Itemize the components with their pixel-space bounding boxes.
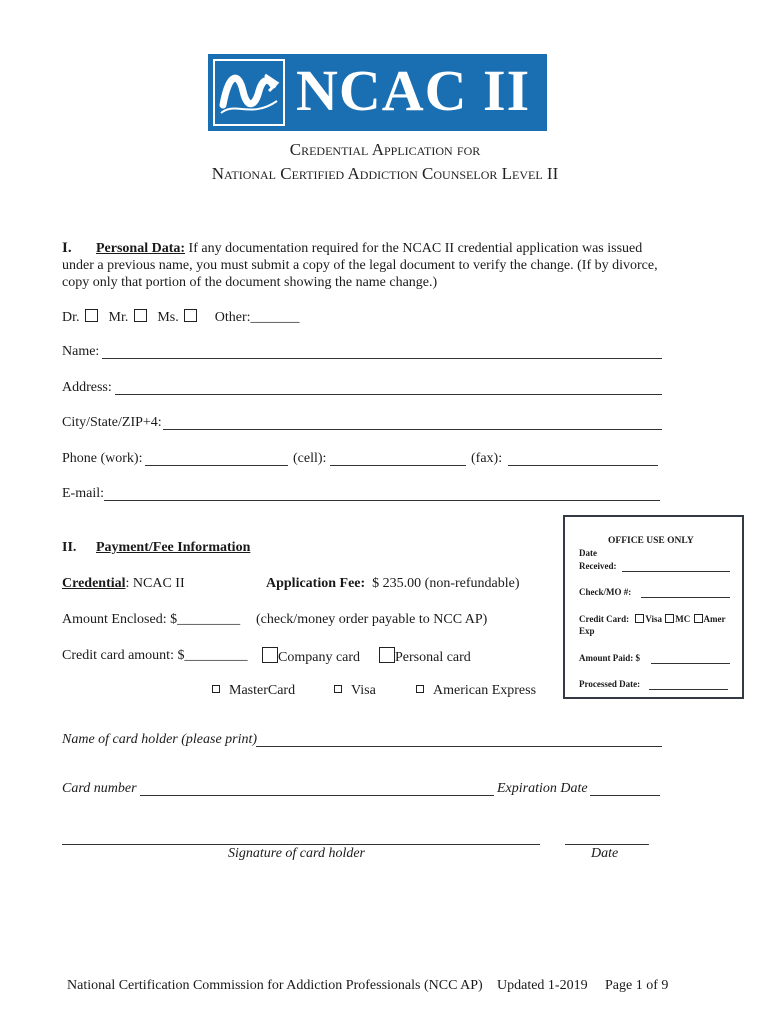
office-heading: OFFICE USE ONLY bbox=[608, 536, 694, 546]
office-use-box bbox=[563, 515, 744, 699]
expiration-label: Expiration Date bbox=[497, 781, 588, 796]
office-processed-label: Processed Date: bbox=[579, 679, 641, 689]
visa-option[interactable] bbox=[332, 683, 376, 699]
card-number-label: Card number bbox=[62, 781, 137, 796]
address-field[interactable] bbox=[115, 394, 662, 395]
card-number-field[interactable] bbox=[140, 795, 494, 796]
phone-work-field[interactable] bbox=[145, 465, 288, 466]
office-exp-label: Exp bbox=[579, 626, 595, 636]
section1-heading: Personal Data: bbox=[96, 241, 186, 256]
amount-enclosed-field[interactable]: Amount Enclosed: $_________ bbox=[62, 612, 241, 627]
ncac-logo bbox=[208, 54, 547, 131]
fee-label: Application Fee: bbox=[266, 576, 366, 591]
logo-text: NCAC II bbox=[296, 58, 531, 123]
cell-field[interactable] bbox=[330, 465, 466, 466]
city-label: City/State/ZIP+4: bbox=[62, 415, 162, 430]
footer-org: National Certification Commission for Addiction Professionals (NCC AP) bbox=[67, 978, 483, 993]
ms-checkbox[interactable] bbox=[184, 309, 197, 322]
logo-emblem bbox=[213, 59, 285, 126]
amex-option[interactable] bbox=[414, 683, 536, 699]
mastercard-label: MasterCard bbox=[229, 683, 296, 698]
credential-row bbox=[62, 576, 185, 592]
dr-label: Dr. bbox=[62, 310, 80, 325]
office-mc-label: MC bbox=[675, 614, 691, 624]
office-processed-field[interactable] bbox=[649, 689, 728, 690]
section1-paragraph bbox=[62, 240, 662, 291]
name-field[interactable] bbox=[102, 358, 662, 359]
check-note: (check/money order payable to NCC AP) bbox=[256, 612, 488, 627]
mr-checkbox[interactable] bbox=[134, 309, 147, 322]
dr-checkbox[interactable] bbox=[85, 309, 98, 322]
section1-numeral: I. bbox=[62, 240, 72, 256]
mr-label: Mr. bbox=[108, 310, 129, 325]
personal-card-option[interactable] bbox=[379, 647, 471, 666]
company-card-checkbox[interactable] bbox=[262, 647, 278, 663]
office-credit-label: Credit Card: bbox=[579, 614, 630, 624]
card-holder-label: Name of card holder (please print) bbox=[62, 732, 258, 747]
title-options bbox=[62, 309, 300, 326]
office-amount-label: Amount Paid: $ bbox=[579, 653, 641, 663]
fee-value: $ 235.00 (non-refundable) bbox=[372, 576, 520, 591]
office-credit-row bbox=[579, 614, 726, 624]
title-line-1: Credential Application for bbox=[289, 140, 481, 159]
personal-card-label: Personal card bbox=[395, 650, 471, 665]
office-visa-checkbox[interactable] bbox=[635, 614, 644, 623]
office-amount-field[interactable] bbox=[651, 663, 730, 664]
card-holder-field[interactable] bbox=[256, 746, 662, 747]
ncac-wave-icon bbox=[215, 61, 283, 124]
office-received-field[interactable] bbox=[622, 571, 730, 572]
other-field[interactable]: Other:_______ bbox=[214, 310, 300, 325]
personal-card-checkbox[interactable] bbox=[379, 647, 395, 663]
credit-amount-field[interactable]: Credit card amount: $_________ bbox=[62, 648, 248, 663]
email-field[interactable] bbox=[104, 500, 660, 501]
signature-date-label: Date bbox=[591, 846, 619, 861]
address-label: Address: bbox=[62, 380, 112, 395]
section2-numeral: II. bbox=[62, 540, 77, 555]
office-visa-label: Visa bbox=[645, 614, 662, 624]
fee-row bbox=[266, 576, 520, 592]
city-field[interactable] bbox=[163, 429, 662, 430]
office-received-label: Received: bbox=[579, 561, 617, 571]
signature-label: Signature of card holder bbox=[228, 846, 366, 861]
company-card-label: Company card bbox=[278, 650, 361, 665]
footer-updated: Updated 1-2019 bbox=[497, 978, 588, 993]
name-label: Name: bbox=[62, 344, 100, 359]
office-mc-checkbox[interactable] bbox=[665, 614, 674, 623]
ms-label: Ms. bbox=[157, 310, 179, 325]
phone-work-label: Phone (work): bbox=[62, 451, 143, 466]
company-card-option[interactable] bbox=[262, 647, 360, 666]
office-date-label: Date bbox=[579, 548, 597, 558]
signature-date-field[interactable] bbox=[565, 844, 649, 845]
mastercard-checkbox[interactable] bbox=[212, 685, 220, 693]
amex-label: American Express bbox=[433, 683, 537, 698]
fax-label: (fax): bbox=[471, 451, 503, 466]
office-check-field[interactable] bbox=[641, 597, 730, 598]
section1-text: If any documentation required for the NCAC II credential application was issued under a previous name, you must submit a copy of the legal document to verify the change. (If by divorce, copy only that portion of the document showing the name change.) bbox=[62, 241, 658, 290]
expiration-field[interactable] bbox=[590, 795, 660, 796]
credential-label: Credential bbox=[62, 576, 126, 591]
signature-field[interactable] bbox=[62, 844, 540, 845]
visa-label: Visa bbox=[351, 683, 376, 698]
fax-field[interactable] bbox=[508, 465, 658, 466]
email-label: E-mail: bbox=[62, 486, 104, 501]
cell-label: (cell): bbox=[293, 451, 327, 466]
section2-heading: Payment/Fee Information bbox=[96, 540, 251, 555]
amex-checkbox[interactable] bbox=[416, 685, 424, 693]
office-amex-checkbox[interactable] bbox=[694, 614, 703, 623]
title-line-2: National Certified Addiction Counselor Level II bbox=[211, 164, 559, 183]
footer-page: Page 1 of 9 bbox=[605, 978, 669, 993]
visa-checkbox[interactable] bbox=[334, 685, 342, 693]
office-amex-label: Amer bbox=[703, 614, 726, 624]
credential-value: : NCAC II bbox=[125, 576, 185, 591]
mastercard-option[interactable] bbox=[210, 683, 295, 699]
office-check-label: Check/MO #: bbox=[579, 587, 632, 597]
